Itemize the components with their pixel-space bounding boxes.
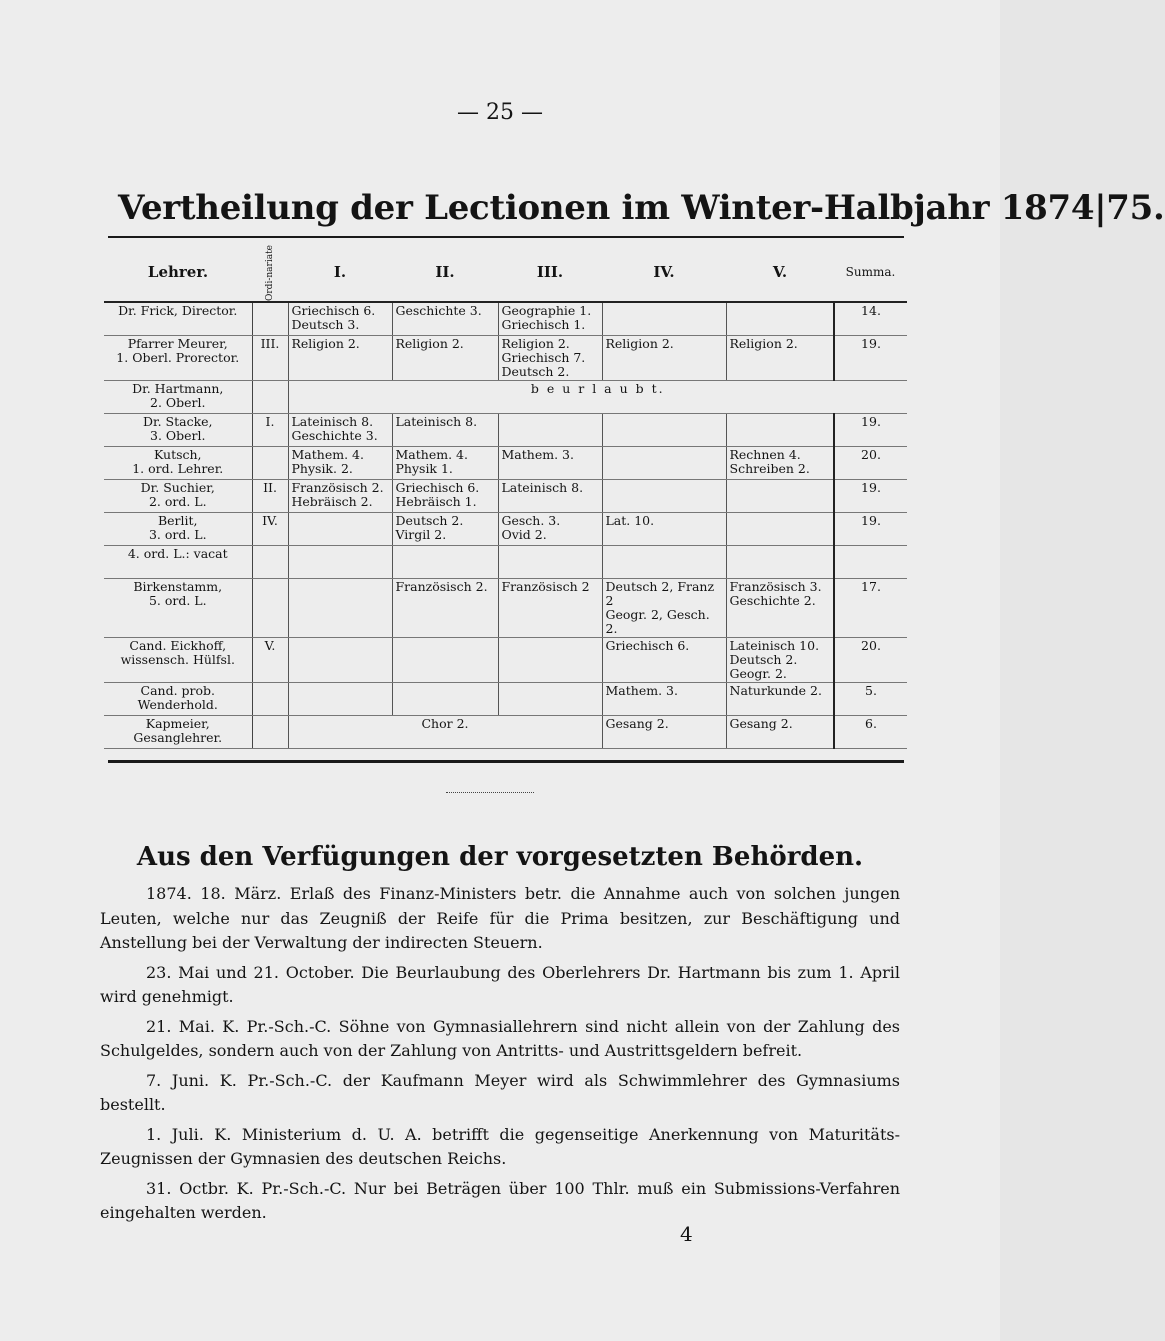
title-rule [108, 236, 904, 238]
page-number: — 25 — [457, 100, 543, 125]
page-title: Vertheilung der Lectionen im Winter-Halbjahr 1874|75. [118, 188, 1165, 228]
class-2-cell: Französisch 2. [392, 579, 498, 638]
teacher-cell: Dr. Stacke, 3. Oberl. [104, 414, 252, 447]
class-3-cell [498, 683, 602, 716]
sum-cell: 20. [834, 447, 907, 480]
class-2-cell: Religion 2. [392, 336, 498, 381]
teacher-cell: Berlit, 3. ord. L. [104, 513, 252, 546]
sum-cell: 19. [834, 414, 907, 447]
class-5-cell: Religion 2. [726, 336, 834, 381]
table-row [104, 513, 907, 546]
section-heading: Aus den Verfügungen der vorgesetzten Behörden. [136, 842, 864, 872]
class-2-cell: Deutsch 2. Virgil 2. [392, 513, 498, 546]
teacher-cell: Dr. Frick, Director. [104, 302, 252, 336]
header-class-1: I. [288, 243, 392, 302]
ordinariate-cell [252, 683, 288, 716]
class-1-cell: Mathem. 4. Physik. 2. [288, 447, 392, 480]
sum-cell: 5. [834, 683, 907, 716]
class-3-cell: Französisch 2 [498, 579, 602, 638]
sum-cell: 19. [834, 480, 907, 513]
header-class-3: III. [498, 243, 602, 302]
lesson-table [104, 243, 907, 749]
teacher-cell: Dr. Suchier, 2. ord. L. [104, 480, 252, 513]
ordinariate-cell: I. [252, 414, 288, 447]
class-5-cell [726, 302, 834, 336]
paragraph: 7. Juni. K. Pr.-Sch.-C. der Kaufmann Meyer wird als Schwimmlehrer des Gymnasiums bestellt. [100, 1070, 900, 1114]
table-bottom-rule [108, 760, 904, 763]
table-row [104, 716, 907, 749]
table-row [104, 638, 907, 683]
teacher-cell: Cand. Eickhoff, wissensch. Hülfsl. [104, 638, 252, 683]
table-header-row [104, 243, 907, 302]
header-class-5: V. [726, 243, 834, 302]
signature-mark: 4 [680, 1222, 693, 1246]
sum-cell: 14. [834, 302, 907, 336]
ordinariate-cell [252, 381, 288, 414]
teacher-cell: Dr. Hartmann, 2. Oberl. [104, 381, 252, 414]
class-1-cell: Französisch 2. Hebräisch 2. [288, 480, 392, 513]
teacher-cell: Pfarrer Meurer, 1. Oberl. Prorector. [104, 336, 252, 381]
class-4-cell: Griechisch 6. [602, 638, 726, 683]
sum-cell: 19. [834, 513, 907, 546]
class-3-cell [498, 414, 602, 447]
section-separator [446, 792, 534, 793]
ordinariate-cell: II. [252, 480, 288, 513]
teacher-cell: Birkenstamm, 5. ord. L. [104, 579, 252, 638]
ordinariate-cell: IV. [252, 513, 288, 546]
header-class-2: II. [392, 243, 498, 302]
ordinariate-cell [252, 447, 288, 480]
paragraph: 23. Mai und 21. October. Die Beurlaubung des Oberlehrers Dr. Hartmann bis zum 1. April wird genehmigt. [100, 962, 900, 1006]
teacher-cell: 4. ord. L.: vacat [104, 546, 252, 579]
header-class-4: IV. [602, 243, 726, 302]
class-3-cell: Gesch. 3. Ovid 2. [498, 513, 602, 546]
header-teacher: Lehrer. [104, 243, 252, 302]
table-row [104, 336, 907, 381]
leave-cell: b e u r l a u b t. [288, 381, 907, 414]
class-4-cell: Religion 2. [602, 336, 726, 381]
class-4-cell: Deutsch 2, Franz 2 Geogr. 2, Gesch. 2. [602, 579, 726, 638]
paragraph: 1874. 18. März. Erlaß des Finanz-Ministers betr. die Annahme auch von solchen jungen Leuten, welche nur das Zeugniß der Reife für die Prima besitzen, zur Beschäftigung und Anstellung bei der Verwaltung der indirecten Steuern. [100, 884, 900, 952]
class-2-cell [392, 638, 498, 683]
class-4-cell [602, 414, 726, 447]
ordinariate-cell: III. [252, 336, 288, 381]
class-5-cell: Französisch 3. Geschichte 2. [726, 579, 834, 638]
class-2-cell: Griechisch 6. Hebräisch 1. [392, 480, 498, 513]
class-2-cell [392, 546, 498, 579]
paragraph: 21. Mai. K. Pr.-Sch.-C. Söhne von Gymnasiallehrern sind nicht allein von der Zahlung des Schulgeldes, sondern auch von der Zahlung von Antritts- und Austrittsgeldern befreit. [100, 1016, 900, 1060]
table-row [104, 579, 907, 638]
class-5-cell [726, 546, 834, 579]
choir-cell: Chor 2. [288, 716, 602, 749]
sum-cell: 6. [834, 716, 907, 749]
class-1-cell: Lateinisch 8. Geschichte 3. [288, 414, 392, 447]
class-1-cell [288, 638, 392, 683]
sum-cell: 20. [834, 638, 907, 683]
class-1-cell [288, 546, 392, 579]
header-sum: Summa. [834, 243, 907, 302]
class-3-cell [498, 546, 602, 579]
table-row [104, 381, 907, 414]
sum-cell [834, 546, 907, 579]
ordinariate-cell [252, 716, 288, 749]
class-5-cell: Naturkunde 2. [726, 683, 834, 716]
teacher-cell: Cand. prob. Wenderhold. [104, 683, 252, 716]
class-4-cell [602, 546, 726, 579]
class-3-cell: Geographie 1. Griechisch 1. [498, 302, 602, 336]
class-2-cell: Mathem. 4. Physik 1. [392, 447, 498, 480]
class-4-cell [602, 447, 726, 480]
class-5-cell: Lateinisch 10. Deutsch 2. Geogr. 2. [726, 638, 834, 683]
table-row [104, 302, 907, 336]
header-ordinariate: Ordi-nariate [252, 243, 288, 302]
table-row [104, 683, 907, 716]
table-row [104, 447, 907, 480]
class-1-cell: Religion 2. [288, 336, 392, 381]
class-5-cell [726, 513, 834, 546]
paragraph: 1. Juli. K. Ministerium d. U. A. betrifft die gegenseitige Anerkennung von Maturitäts-Zeugnissen der Gymnasien des deutschen Reichs. [100, 1124, 900, 1168]
class-4-cell: Gesang 2. [602, 716, 726, 749]
ordinariate-cell: V. [252, 638, 288, 683]
class-4-cell [602, 480, 726, 513]
class-5-cell [726, 414, 834, 447]
class-2-cell: Lateinisch 8. [392, 414, 498, 447]
class-3-cell: Lateinisch 8. [498, 480, 602, 513]
class-2-cell [392, 683, 498, 716]
class-1-cell: Griechisch 6. Deutsch 3. [288, 302, 392, 336]
ordinances-text [100, 882, 900, 1231]
class-3-cell: Mathem. 3. [498, 447, 602, 480]
sum-cell: 19. [834, 336, 907, 381]
class-4-cell: Mathem. 3. [602, 683, 726, 716]
class-3-cell: Religion 2. Griechisch 7. Deutsch 2. [498, 336, 602, 381]
class-1-cell [288, 579, 392, 638]
teacher-cell: Kutsch, 1. ord. Lehrer. [104, 447, 252, 480]
sum-cell: 17. [834, 579, 907, 638]
class-4-cell [602, 302, 726, 336]
table-row [104, 480, 907, 513]
class-5-cell: Gesang 2. [726, 716, 834, 749]
class-5-cell [726, 480, 834, 513]
class-5-cell: Rechnen 4. Schreiben 2. [726, 447, 834, 480]
ordinariate-cell [252, 302, 288, 336]
class-2-cell: Geschichte 3. [392, 302, 498, 336]
table-row [104, 546, 907, 579]
table-row [104, 414, 907, 447]
class-4-cell: Lat. 10. [602, 513, 726, 546]
class-1-cell [288, 683, 392, 716]
class-3-cell [498, 638, 602, 683]
class-1-cell [288, 513, 392, 546]
teacher-cell: Kapmeier, Gesanglehrer. [104, 716, 252, 749]
paragraph: 31. Octbr. K. Pr.-Sch.-C. Nur bei Beträgen über 100 Thlr. muß ein Submissions-Verfahren eingehalten werden. [100, 1178, 900, 1222]
ordinariate-cell [252, 579, 288, 638]
ordinariate-cell [252, 546, 288, 579]
